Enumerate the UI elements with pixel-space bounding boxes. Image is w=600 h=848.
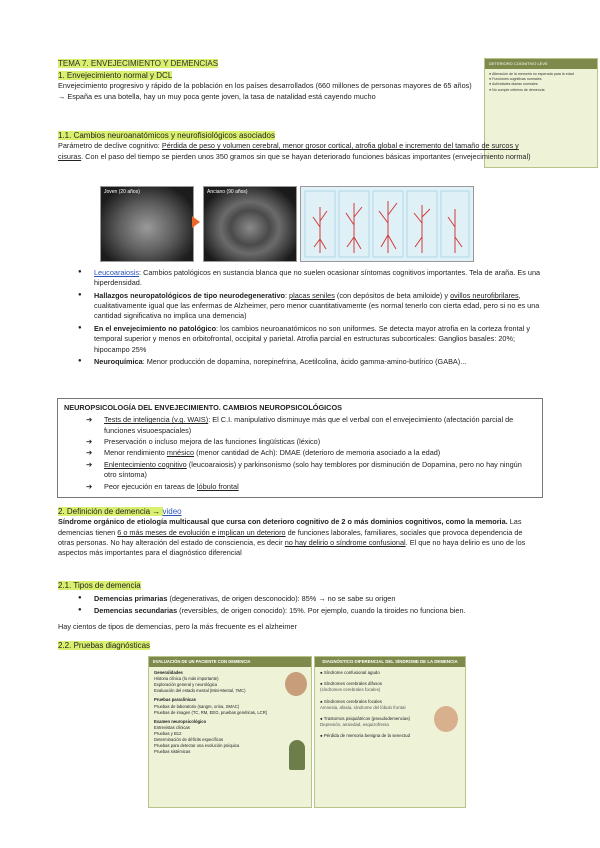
neuron-drawing: [301, 187, 473, 261]
list-item: ● Neuroquímica: Menor producción de dopamina, norepinefrina, Acetilcolina, ácido gamma-amino-butírico (GABA)...: [78, 357, 544, 367]
evaluation-section-head: Examen neuropsicológico: [154, 718, 207, 724]
differential-item: ● Síndromes cerebrales focales Amnesia, afasia, síndrome del lóbulo frontal: [320, 698, 406, 710]
evaluation-item: Pruebas para detectar una evolución psíquica: [154, 743, 240, 749]
list-item: ➔ Peor ejecución en tareas de lóbulo frontal: [86, 481, 239, 491]
differential-figure-title: DIAGNÓSTICO DIFERENCIAL DEL SÍNDROME DE LA DEMENCIA: [315, 657, 465, 667]
list-item: ● Demencias secundarias (reversibles, de origen conocido): 15%. Por ejemplo, cuando la tiroides no funciona bien.: [78, 606, 544, 616]
patient-illustration-icon: [289, 740, 305, 770]
section-1-1-bullets: [78, 268, 544, 369]
list-item: ➔ Tests de inteligencia (v.g. WAIS): El C.I. manipulativo disminuye más que el verbal con el envejecimiento (afectación parcial de funciones visuoespaciales): [86, 415, 514, 435]
evaluation-item: Pruebas de imagen (TC, RM, EEG, pruebas genéticas, LCR): [154, 709, 268, 715]
differential-item: ● Síndrome confusional agudo: [320, 670, 380, 676]
evaluation-item: Pruebas y B12: [154, 730, 182, 736]
evaluation-item: Exploración general y neurológica: [154, 682, 218, 688]
video-link[interactable]: video: [162, 507, 182, 516]
list-item: ➔ Preservación o incluso mejora de las funciones lingüísticas (léxico): [86, 437, 321, 447]
page-title: TEMA 7. ENVEJECIMIENTO Y DEMENCIAS: [58, 59, 219, 68]
evaluation-item: Pruebas de laboratorio (sangre, orina, SMAC): [154, 703, 240, 709]
neuron-dendrite-image: [300, 186, 474, 262]
evaluation-item: Evaluación del estado mental (Mini-Mental, 7MC): [154, 688, 246, 694]
section-1-heading: 1. Envejecimiento normal y DCL: [58, 71, 173, 80]
dementia-types-note: Hay cientos de tipos de demencias, pero la más frecuente es el alzheimer: [58, 622, 297, 631]
evaluation-item: Historia clínica (lo más importante): [154, 676, 219, 682]
brain-young-image: Joven (20 años): [100, 186, 194, 262]
section-2-heading: 2. Definición de demencia →: [58, 507, 163, 516]
evaluation-item: Determinación de déficits específicos: [154, 737, 224, 743]
section-2-2-heading: 2.2. Pruebas diagnósticas: [58, 641, 151, 650]
list-item: ➔ Menor rendimiento mnésico (menor cantidad de Ach): DMAE (deterioro de memoria asociado a la edad): [86, 448, 441, 458]
dcl-panel-item: ● Actividades diarias normales: [489, 82, 538, 87]
dcl-panel-item: ● Funciones cognitivas normales: [489, 77, 542, 82]
section-2: [58, 506, 540, 559]
dcl-panel-title: DETERIORO COGNITIVO LEVE: [485, 59, 597, 69]
evaluation-section-head: Pruebas paraclínicas: [154, 697, 196, 703]
section-1: [58, 70, 478, 102]
dcl-panel-item: ● Alteración de la memoria no esperada para la edad: [489, 71, 574, 76]
section-1-1-heading: 1.1. Cambios neuroanatómicos y neurofisiológicos asociados: [58, 131, 276, 140]
evaluation-figure-title: EVALUACIÓN DE UN PACIENTE CON DEMENCIA: [149, 657, 311, 667]
evaluation-section-head: Generalidades: [154, 670, 183, 676]
section-2-1: [58, 580, 540, 591]
differential-item: ● Pérdida de memoria benigna de la senectud: [320, 733, 411, 739]
differential-diagnosis-figure: [314, 656, 466, 808]
section-1-text: Envejecimiento progresivo y rápido de la población en los países desarrollados (660 millones de personas mayores de 65 años) → España es una botella, hay un muy poca gente joven, la tasa de natalidad está cayendo mucho: [58, 81, 472, 101]
differential-item: ● Trastornos psiquiátricos (pseudodemencias) Depresión, ansiedad, esquizofrenia: [320, 715, 411, 728]
list-item: ● Leucoaraiosis: Cambios patológicos en sustancia blanca que no suelen ocasionar síntomas cognitivos importantes. Tela de araña. Es una hiperdensidad.: [78, 268, 544, 289]
elderly-person-icon: [434, 706, 458, 732]
list-item: ● Hallazgos neuropatológicos de tipo neurodegenerativo: placas seniles (con depósitos de beta amiloide) y ovillos neurofibrilares, cualitativamente igual que las enfermas de Alzheimer, pero menor cuantitativamente (es normal tenerlo con cierta edad, pero si no es una cantidad significativa no implica una demencia): [78, 291, 544, 322]
section-2-2: [58, 640, 540, 651]
section-1-1-text: Parámetro de declive cognitivo: Pérdida de peso y volumen cerebral, menor grosor cortical, atrofia global e incremento del tamaño de surcos y cisuras. Con el paso del tiempo se pierden unos 350 gramos sin que se hayan deteriorado funciones básicas importantes (envejecimiento normal): [58, 141, 531, 161]
doctor-illustration-icon: [285, 672, 307, 696]
dementia-types-list: [78, 594, 544, 619]
list-item: ● En el envejecimiento no patológico: los cambios neuroanatómicos no son uniformes. Se detecta mayor atrofia en la corteza frontal y temporal superior y menos en orbitofrontal, occipital y parietal. Atrofia parcial en estructuras subcorticales: Ganglios basales: 20%; hipocampo 25%: [78, 324, 544, 355]
list-item: ➔ Enlentecimiento cognitivo (leucoaraiosis) y parkinsonismo (solo hay temblores por disminución de Dopamina, pero no hay ningún otro síntoma): [86, 459, 522, 480]
differential-item: ● Síndromes cerebrales difusos (síndromes cerebrales focales): [320, 681, 382, 693]
arrow-icon: [192, 216, 200, 228]
evaluation-item: Entrevistas clínicas: [154, 724, 190, 730]
neuropsychology-box: [57, 398, 543, 498]
dcl-panel-item: ● No cumple criterios de demencia: [489, 87, 545, 92]
list-item: ● Demencias primarias (degenerativas, de origen desconocido): 85% → no se sabe su origen: [78, 594, 544, 604]
box-heading: NEUROPSICOLOGÍA DEL ENVEJECIMIENTO. CAMBIOS NEUROPSICOLÓGICOS: [64, 403, 342, 412]
evaluation-item: Pruebas sistémicas: [154, 749, 191, 755]
brain-old-image: Anciano (90 años): [203, 186, 297, 262]
section-1-1: [58, 130, 540, 162]
section-2-text: Síndrome orgánico de etiología multicausal que cursa con deterioro cognitivo de 2 o más dominios cognitivos, como la memoria. Las demencias tienen 6 o más meses de evolución e implican un deterioro de funciones laborales, familiares, sociales que provoca dependencia de otras personas. No hay alteración del estado de consciencia, es decir no hay delirio o síndrome confusional. El que no haya delirio es uno de los aspectos más importantes para el diagnóstico diferencial: [58, 517, 526, 558]
section-2-1-heading: 2.1. Tipos de demencia: [58, 581, 141, 590]
